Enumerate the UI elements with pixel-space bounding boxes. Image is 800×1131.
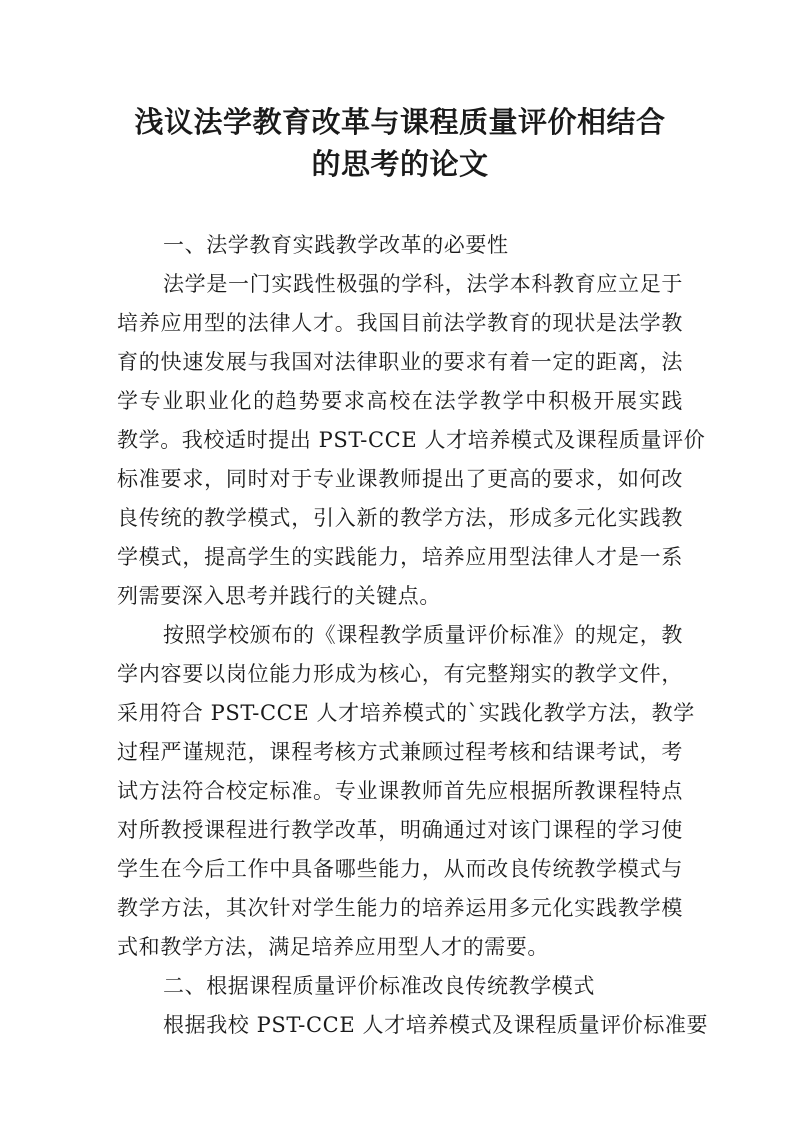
paragraph-3-line-1: 根据我校 PST-CCE 人才培养模式及课程质量评价标准要 <box>163 1013 709 1037</box>
paragraph-1-line-7: 良传统的教学模式，引入新的教学方法，形成多元化实践教 <box>117 506 683 530</box>
paragraph-1-line-3: 育的快速发展与我国对法律职业的要求有着一定的距离，法 <box>117 350 683 374</box>
paragraph-2-line-5: 试方法符合校定标准。专业课教师首先应根据所教课程特点 <box>117 779 683 803</box>
paragraph-1-line-2: 培养应用型的法律人才。我国目前法学教育的现状是法学教 <box>117 311 683 335</box>
paragraph-2-line-6: 对所教授课程进行教学改革，明确通过对该门课程的学习使 <box>117 818 683 842</box>
paragraph-1-line-1: 法学是一门实践性极强的学科，法学本科教育应立足于 <box>163 272 683 296</box>
paragraph-1-line-5: 教学。我校适时提出 PST-CCE 人才培养模式及课程质量评价 <box>117 428 706 452</box>
paragraph-2-line-7: 学生在今后工作中具备哪些能力，从而改良传统教学模式与 <box>117 857 683 881</box>
paragraph-1-line-9: 列需要深入思考并践行的关键点。 <box>117 584 441 608</box>
paragraph-2-line-8: 教学方法，其次针对学生能力的培养运用多元化实践教学模 <box>117 896 683 920</box>
paragraph-1-line-4: 学专业职业化的趋势要求高校在法学教学中积极开展实践 <box>117 389 683 413</box>
section-heading-1: 一、法学教育实践教学改革的必要性 <box>163 233 509 257</box>
paragraph-2-line-4: 过程严谨规范，课程考核方式兼顾过程考核和结课考试，考 <box>117 740 683 764</box>
paragraph-2-line-1: 按照学校颁布的《课程教学质量评价标准》的规定，教 <box>163 623 683 647</box>
document-title-line-1: 浅议法学教育改革与课程质量评价相结合 <box>134 105 666 139</box>
paragraph-1-line-6: 标准要求，同时对于专业课教师提出了更高的要求，如何改 <box>117 467 683 491</box>
paragraph-2-line-3: 采用符合 PST-CCE 人才培养模式的`实践化教学方法，教学 <box>117 701 695 725</box>
paragraph-2-line-2: 学内容要以岗位能力形成为核心，有完整翔实的教学文件， <box>117 662 683 686</box>
section-heading-2: 二、根据课程质量评价标准改良传统教学模式 <box>163 974 595 998</box>
paragraph-1-line-8: 学模式，提高学生的实践能力，培养应用型法律人才是一系 <box>117 545 683 569</box>
paragraph-2-line-9: 式和教学方法，满足培养应用型人才的需要。 <box>117 935 549 959</box>
document-title-line-2: 的思考的论文 <box>311 147 489 181</box>
